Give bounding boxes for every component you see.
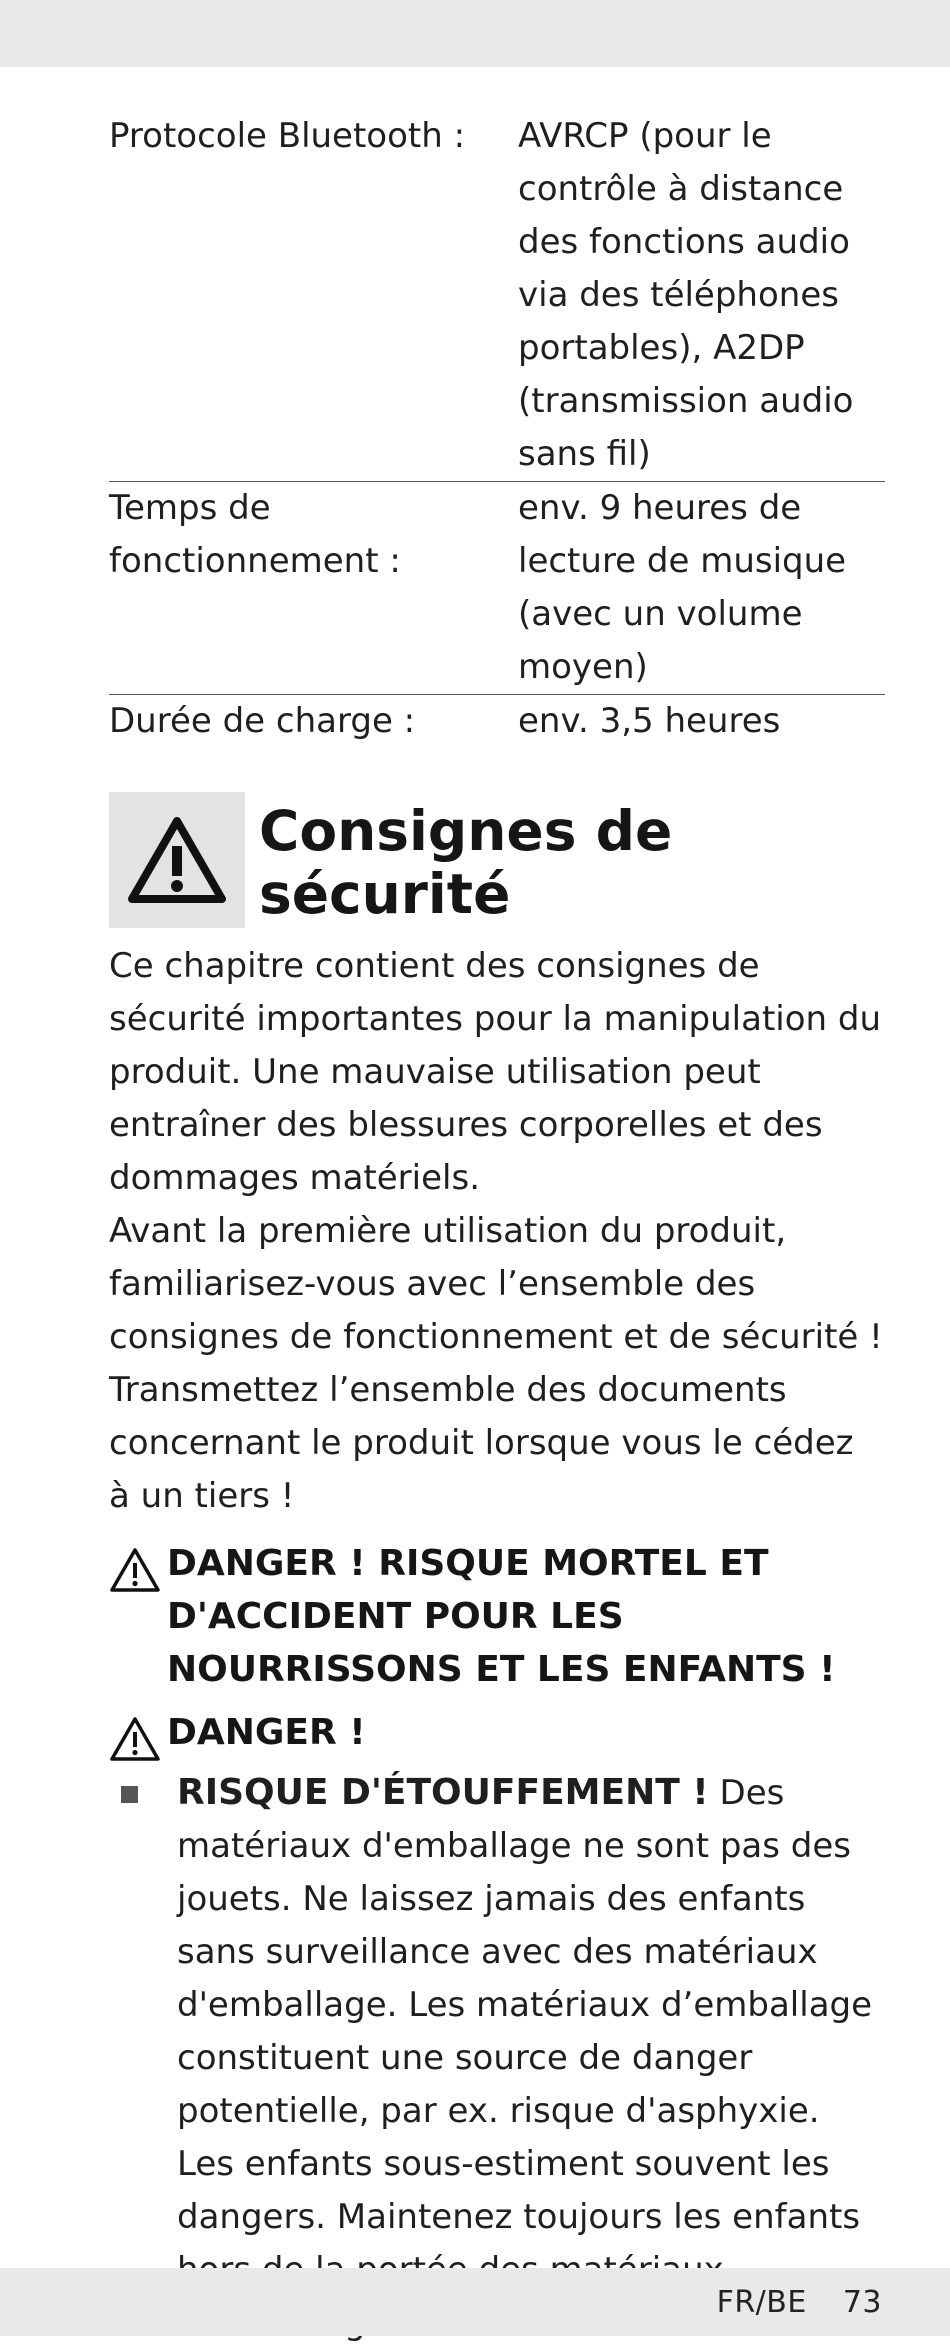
spec-label: Protocole Bluetooth : [109,116,466,156]
section-title: Consignes de sécurité [259,799,673,926]
page-content [109,110,885,2350]
table-row [109,695,885,749]
language-code: FR/BE [716,2285,807,2320]
page-number: 73 [842,2285,882,2320]
spec-value: AVRCP (pour le contrôle à distance des fonctions audio via des téléphones portables), A2DP (transmission audio sans fil) [518,116,854,474]
warning-triangle-icon [109,1706,167,1766]
spec-table [109,110,885,748]
danger-warning-children [109,1537,885,1696]
section-heading [109,792,885,928]
warning-triangle-icon [109,1537,167,1597]
spec-value: env. 9 heures de lecture de musique (avec un volume moyen) [518,482,885,695]
page-footer [717,2285,882,2320]
spec-label: Temps de fonctionnement : [109,482,518,695]
bullet-square-icon [109,1766,177,1819]
bullet-title: RISQUE D'ÉTOUFFEMENT ! [177,1772,709,1813]
danger-warning [109,1706,885,1766]
intro-text [109,940,885,1523]
table-row [109,482,885,695]
paragraph: Ce chapitre contient des consignes de sécurité importantes pour la manipulation du produit. Une mauvaise utilisation peut entraîner des blessures corporelles et des dommages matériels. [109,946,882,1198]
table-row [109,110,885,482]
spec-label: Durée de charge : [109,695,518,749]
spec-value: env. 3,5 heures [518,695,885,749]
bullet-body: Des matériaux d'emballage ne sont pas des jouets. Ne laissez jamais des enfants sans surveillance avec des matériaux d'emballage. Les matériaux d’emballage constituent une source de danger potentielle, par ex. risque d'asphyxie. Les enfants sous-estiment souvent les dangers. Maintenez toujours les enfants [177,1773,873,2237]
top-band [0,0,950,67]
list-item [109,1766,885,2350]
warning-triangle-icon [109,792,245,928]
danger-text: DANGER ! [167,1712,366,1753]
bullet-text [177,1766,885,2350]
danger-text: DANGER ! RISQUE MORTEL ET D'ACCIDENT POUR LES NOURRISSONS ET LES ENFANTS ! [167,1543,836,1690]
paragraph: Avant la première utilisation du produit, familiarisez-vous avec l’ensemble des consignes de fonctionnement et de sécurité ! Transmettez l’ensemble des documents concernant le produit lorsque vous le cédez à un tiers ! [109,1211,883,1516]
